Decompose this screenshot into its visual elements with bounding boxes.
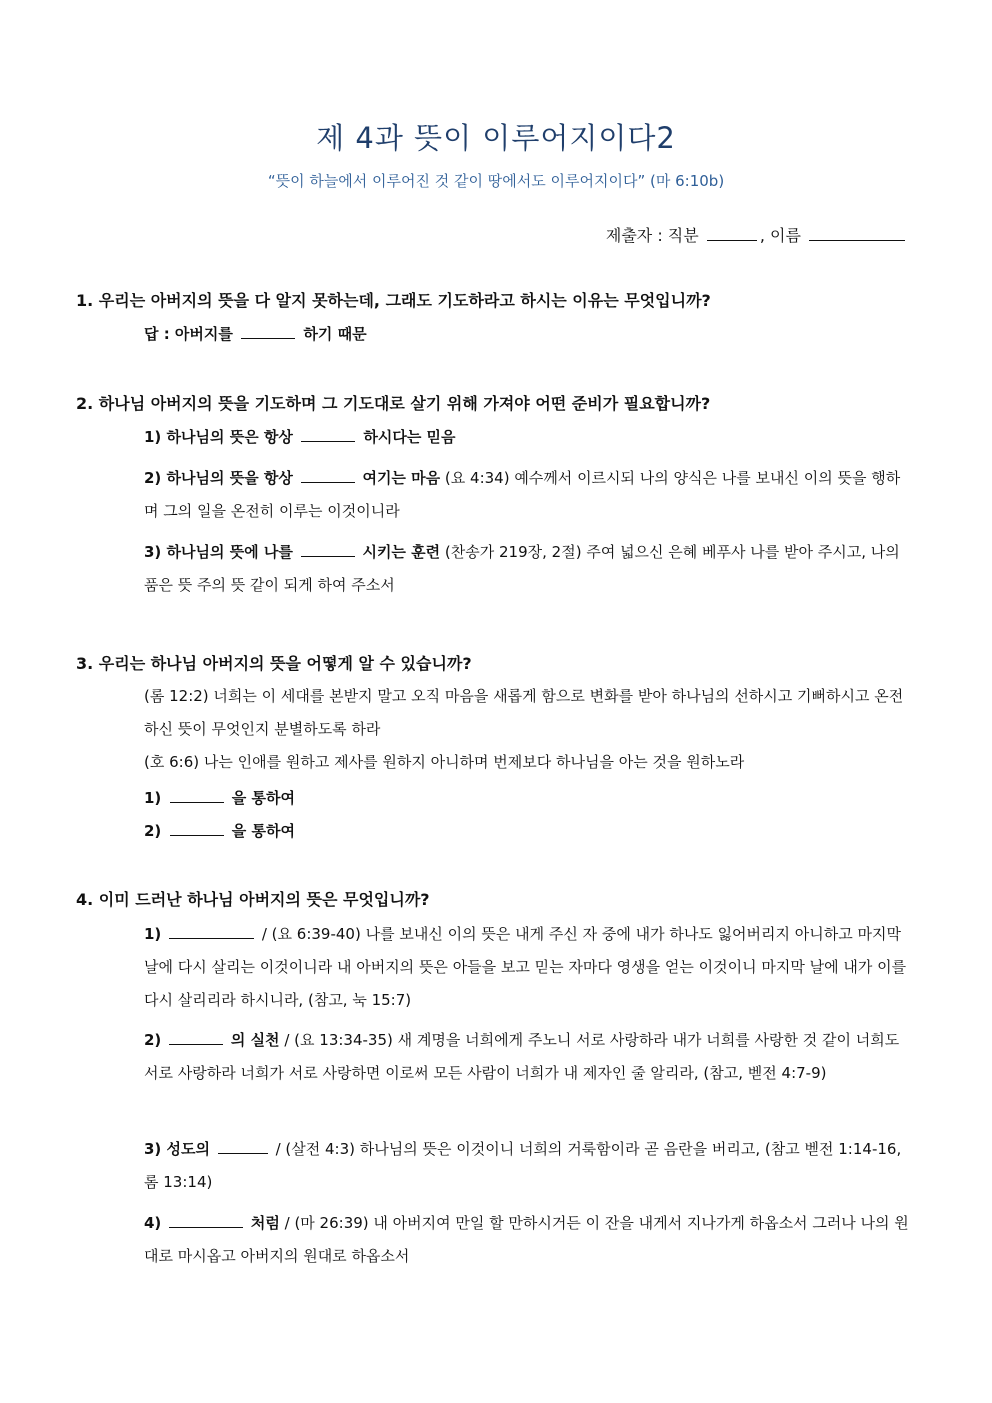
q4-item-2-verse: / (요 13:34-35) 새 계명을 너희에게 주노니 서로 사랑하라 내가 너희를 사랑한 것 같이 너희도 서로 사랑하라 너희가 서로 사랑하면 이로써 모든 사람이 너희가 내 제자인 줄 알리라, (참고, 벧전 4:7-9): [144, 1031, 900, 1082]
page-title: 제 4과 뜻이 이루어지이다2: [316, 121, 676, 155]
q4-item-3-blank[interactable]: [218, 1137, 268, 1154]
q2-item-3: [144, 536, 910, 602]
submitter-label: 제출자 : 직분: [605, 226, 699, 245]
q1-answer: [144, 318, 910, 351]
q3-verse-2: (호 6:6) 나는 인애를 원하고 제사를 원하지 아니하며 번제보다 하나님을 아는 것을 원하노라: [144, 753, 745, 771]
question-3: 3. 우리는 하나님 아버지의 뜻을 어떻게 알 수 있습니까?: [76, 654, 472, 673]
q1-answer-blank[interactable]: [241, 322, 295, 339]
submitter-line: [606, 223, 908, 246]
q4-item-3-prefix: 3) 성도의: [144, 1140, 210, 1158]
q3-verse-1: (롬 12:2) 너희는 이 세대를 본받지 말고 오직 마음을 새롭게 함으로 변화를 받아 하나님의 선하시고 기뻐하시고 온전하신 뜻이 무엇인지 분별하도록 하라: [144, 687, 904, 738]
q4-item-4-prefix: 4): [144, 1214, 162, 1232]
q2-item-3-prefix: 3) 하나님의 뜻에 나를: [144, 543, 293, 561]
name-blank[interactable]: [809, 224, 905, 241]
q2-item-2-verse: (요 4:34) 예수께서 이르시되 나의 양식은 나를 보내신 이의 뜻을 행하며 그의 일을 온전히 이루는 이것이니라: [144, 469, 901, 520]
q2-item-3-blank[interactable]: [301, 540, 355, 557]
q3-item-2: [144, 815, 910, 848]
question-1: 1. 우리는 아버지의 뜻을 다 알지 못하는데, 그래도 기도하라고 하시는 이유는 무엇입니까?: [76, 291, 711, 310]
q2-item-1-blank[interactable]: [301, 425, 355, 442]
q1-answer-prefix: 답 : 아버지를: [144, 325, 233, 343]
q4-item-4-verse: / (마 26:39) 내 아버지여 만일 할 만하시거든 이 잔을 내게서 지나가게 하옵소서 그러나 나의 원대로 마시옵고 아버지의 원대로 하옵소서: [144, 1214, 909, 1265]
q2-item-1-suffix: 하시다는 믿음: [363, 428, 456, 446]
q4-item-2: [144, 1024, 910, 1090]
q4-item-1-verse: / (요 6:39-40) 나를 보내신 이의 뜻은 내게 주신 자 중에 내가 하나도 잃어버리지 아니하고 마지막 날에 다시 살리는 이것이니라 내 아버지의 뜻은 아들을 보고 믿는 자마다 영생을 얻는 이것이니 마지막 날에 내가 이를 다시 살리리라 하시니라, (참고, 눅 15:7): [144, 925, 907, 1009]
q4-item-4-blank[interactable]: [169, 1211, 243, 1228]
q2-item-2: [144, 462, 910, 528]
q3-item-1-blank[interactable]: [170, 786, 224, 803]
q1-answer-suffix: 하기 때문: [303, 325, 367, 343]
q2-item-2-blank[interactable]: [301, 466, 355, 483]
name-label: , 이름: [759, 226, 801, 245]
question-2: 2. 하나님 아버지의 뜻을 기도하며 그 기도대로 살기 위해 가져야 어떤 준비가 필요합니까?: [76, 394, 711, 413]
q4-item-3: [144, 1133, 910, 1199]
q3-item-1-suffix: 을 통하여: [231, 789, 295, 807]
q4-item-1-prefix: 1): [144, 925, 162, 943]
q3-item-2-suffix: 을 통하여: [231, 822, 295, 840]
q3-item-2-blank[interactable]: [170, 819, 224, 836]
q4-item-4: [144, 1207, 910, 1273]
q3-item-1: [144, 782, 910, 815]
q4-item-1: [144, 918, 910, 1017]
q2-item-3-suffix: 시키는 훈련: [362, 543, 441, 561]
q4-item-2-label: 의 실천: [230, 1031, 280, 1049]
q4-item-2-prefix: 2): [144, 1031, 162, 1049]
q3-item-1-prefix: 1): [144, 789, 162, 807]
q4-item-3-verse: / (살전 4:3) 하나님의 뜻은 이것이니 너희의 거룩함이라 곧 음란을 버리고, (참고 벧전 1:14-16, 롬 13:14): [144, 1140, 902, 1191]
q2-item-1-prefix: 1) 하나님의 뜻은 항상: [144, 428, 293, 446]
q2-item-3-verse: (찬송가 219장, 2절) 주여 넓으신 은혜 베푸사 나를 받아 주시고, 나의 품은 뜻 주의 뜻 같이 되게 하여 주소서: [144, 543, 900, 594]
q4-item-1-blank[interactable]: [169, 922, 254, 939]
q2-item-1: [144, 421, 910, 454]
position-blank[interactable]: [707, 224, 757, 241]
q2-item-2-suffix: 여기는 마음: [362, 469, 441, 487]
page-subtitle-verse: “뜻이 하늘에서 이루어진 것 같이 땅에서도 이루어지이다” (마 6:10b): [267, 172, 725, 190]
question-4: 4. 이미 드러난 하나님 아버지의 뜻은 무엇입니까?: [76, 890, 430, 909]
q2-item-2-prefix: 2) 하나님의 뜻을 항상: [144, 469, 293, 487]
q4-item-4-label: 처럼: [250, 1214, 280, 1232]
q4-item-2-blank[interactable]: [169, 1028, 223, 1045]
q3-item-2-prefix: 2): [144, 822, 162, 840]
